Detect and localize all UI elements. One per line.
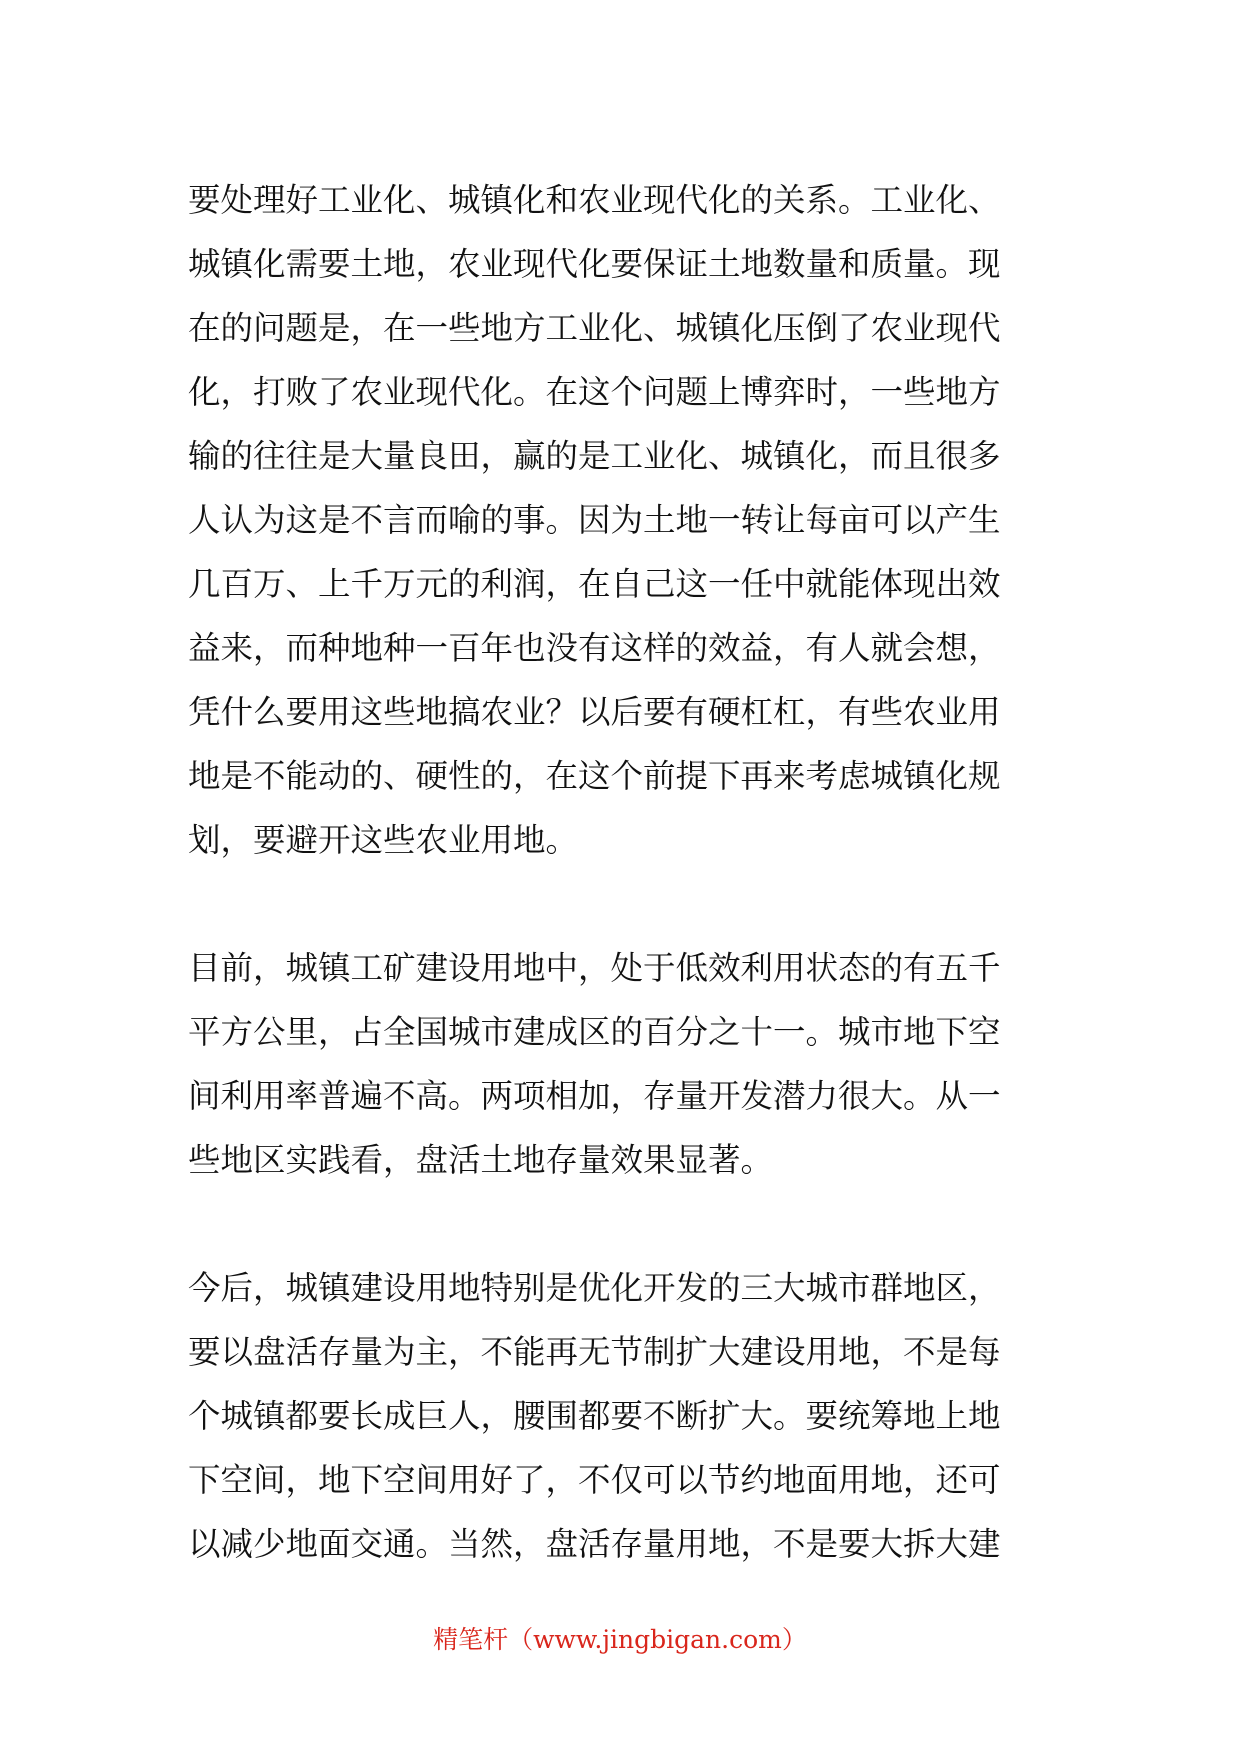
text-line: 人认为这是不言而喻的事。因为土地一转让每亩可以产生 (188, 501, 1001, 539)
text-line: 益来，而种地种一百年也没有这样的效益，有人就会想， (188, 629, 1001, 667)
text-line: 地是不能动的、硬性的，在这个前提下再来考虑城镇化规 (188, 757, 1001, 795)
text-line: 要处理好工业化、城镇化和农业现代化的关系。工业化、 (188, 181, 1001, 219)
text-line: 输的往往是大量良田，赢的是工业化、城镇化，而且很多 (188, 437, 1001, 475)
paragraph-1 (188, 168, 1058, 872)
text-line: 几百万、上千万元的利润，在自己这一任中就能体现出效 (188, 565, 1001, 603)
text-line: 间利用率普遍不高。两项相加，存量开发潜力很大。从一 (188, 1077, 1001, 1115)
text-line: 个城镇都要长成巨人，腰围都要不断扩大。要统筹地上地 (188, 1397, 1001, 1435)
text-line: 目前，城镇工矿建设用地中，处于低效利用状态的有五千 (188, 949, 1001, 987)
footer-watermark-text: 精笔杆（www.jingbigan.com） (433, 1625, 807, 1654)
text-line: 划，要避开这些农业用地。 (188, 821, 579, 859)
text-line: 化，打败了农业现代化。在这个问题上博弈时，一些地方 (188, 373, 1001, 411)
text-line: 平方公里，占全国城市建成区的百分之十一。城市地下空 (188, 1013, 1001, 1051)
document-body (188, 168, 1058, 1640)
text-line: 今后，城镇建设用地特别是优化开发的三大城市群地区， (188, 1269, 1001, 1307)
text-line: 凭什么要用这些地搞农业？以后要有硬杠杠，有些农业用 (188, 693, 1001, 731)
text-line: 城镇化需要土地，农业现代化要保证土地数量和质量。现 (188, 245, 1001, 283)
text-line: 些地区实践看，盘活土地存量效果显著。 (188, 1141, 774, 1179)
text-line: 在的问题是，在一些地方工业化、城镇化压倒了农业现代 (188, 309, 1001, 347)
paragraph-2 (188, 936, 1058, 1192)
text-line: 下空间，地下空间用好了，不仅可以节约地面用地，还可 (188, 1461, 1001, 1499)
text-line: 要以盘活存量为主，不能再无节制扩大建设用地，不是每 (188, 1333, 1001, 1371)
paragraph-3 (188, 1256, 1058, 1576)
text-line: 以减少地面交通。当然，盘活存量用地，不是要大拆大建 (188, 1525, 1001, 1563)
